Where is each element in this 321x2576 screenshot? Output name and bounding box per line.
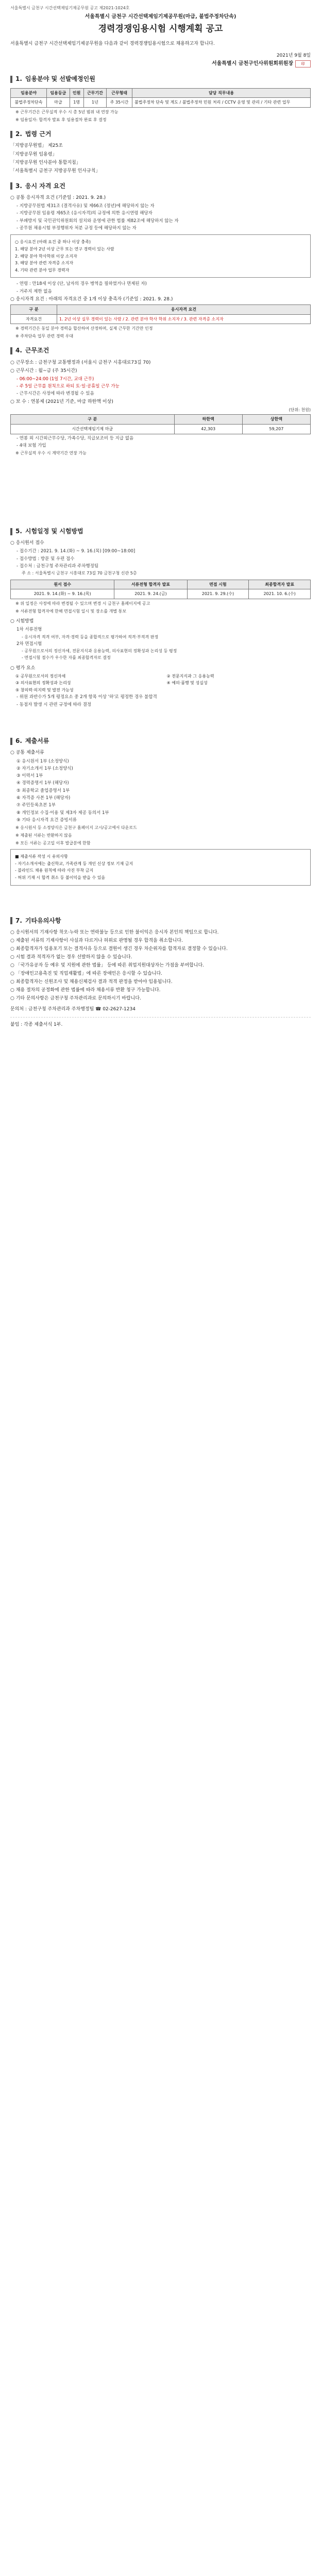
table-header: 최종합격자 발표 xyxy=(249,580,311,589)
doc-item: ④ 경력증명서 1부 (해당자) xyxy=(16,781,69,786)
table-cell: 1년 xyxy=(83,98,106,108)
eligibility-line: - 부패방지 및 국민권익위원회의 설치와 운영에 관한 법률 제82조에 해당하지 않는 자 xyxy=(16,218,179,224)
table-cell: 2021. 9. 14.(화) ~ 9. 16.(목) xyxy=(11,589,114,599)
requirements-box xyxy=(10,234,311,278)
work-item: - 주 5일 근무를 원칙으로 하되 토·일·공휴일 근무 가능 xyxy=(16,384,120,389)
section-6-num: 6. xyxy=(15,737,22,745)
schedule-table xyxy=(10,580,311,599)
doc-item: ② 자기소개서 1부 (소정양식) xyxy=(16,766,73,771)
contact-line: 문의처 : 금천구청 주차관리과 주차행정팀 ☎ 02-2627-1234 xyxy=(10,1007,136,1012)
docs-lead: ○ 공통 제출서류 xyxy=(10,750,44,756)
caution-line: ○ 제출된 서류의 기재사항이 사실과 다르거나 허위로 판명될 경우 합격을 취소합니다. xyxy=(10,938,183,943)
table-header: 임용등급 xyxy=(47,88,70,98)
section-4-num: 4. xyxy=(15,347,22,354)
table-header: 원서 접수 xyxy=(11,580,114,589)
pay-unit: (단위: 천원) xyxy=(289,407,311,412)
method-item: 2차 면접시험 xyxy=(16,641,42,647)
pay-note: - 연봉 외 시간외근무수당, 가족수당, 직급보조비 등 지급 없음 xyxy=(16,435,134,441)
eligibility-line: - 공무원 채용시험 부정행위자 처분 규정 등에 해당하지 않는 자 xyxy=(16,226,137,231)
table-header: 응시자격 요건 xyxy=(57,305,311,315)
org-name: 서울특별시 금천구인사위원회위원장 xyxy=(211,60,293,66)
method-item: - 면접시험 점수가 우수한 자를 최종합격자로 결정 xyxy=(22,655,111,660)
doc-item: ① 응시원서 1부 (소정양식) xyxy=(16,758,69,764)
caution-item: - 허위 기재 시 합격 취소 등 불이익을 받을 수 있음 xyxy=(15,875,106,880)
method-lead: ○ 시험방법 xyxy=(10,619,34,624)
note: ※ 제출된 서류는 반환하지 않음 xyxy=(15,833,72,838)
section-6-header xyxy=(10,737,311,745)
doc-item: ⑦ 주민등록초본 1부 xyxy=(16,803,56,808)
note: ※ 주차단속 업무 관련 경력 우대 xyxy=(15,333,74,338)
table-cell: 불법주정차 단속 및 계도 / 불법주정차 민원 처리 / CCTV 운영 및 관리 / 기타 관련 업무 xyxy=(132,98,311,108)
table-cell: 자격요건 xyxy=(11,314,57,324)
eval-lead: ○ 평가 요소 xyxy=(10,665,36,671)
section-7-header xyxy=(10,917,311,925)
table-header: 임용분야 xyxy=(11,88,47,98)
eligibility-lead: ○ 공통 응시자격 요건 (기준일 : 2021. 9. 28.) xyxy=(10,195,106,201)
eligibility-line: - 지방공무원법 제31조 (결격사유) 및 제66조 (정년)에 해당하지 않는 자 xyxy=(16,204,155,209)
law-item: 「서울특별시 금천구 지방공무원 인사규칙」 xyxy=(10,168,100,174)
eligibility-line: - 지방공무원 임용령 제65조 (응시자격)의 규정에 의한 응시연령 해당자 xyxy=(16,211,153,216)
law-item: 「지방공무원법」 제25조 xyxy=(10,143,63,149)
section-2-title: 법령 근거 xyxy=(25,130,52,138)
section-1-title: 임용분야 및 선발예정인원 xyxy=(25,75,95,83)
requirements-lead: ○ 응시요건 (아래 요건 중 하나 이상 충족) xyxy=(15,240,91,245)
table-cell: 1. 2년 이상 실무 경력이 있는 사람 / 2. 관련 분야 학사 학위 소지자 / 3. 관련 자격증 소지자 xyxy=(57,314,311,324)
table-row xyxy=(11,425,311,434)
top-note: 서울특별시 금천구 시간선택제임기제공무원 공고 제2021-1024호 xyxy=(10,6,130,10)
table-cell: 2021. 9. 29.(수) xyxy=(187,589,249,599)
subtitle: 서울특별시 금천구 시간선택제임기제공무원(마급, 불법주정차단속) xyxy=(85,13,236,20)
section-bar xyxy=(10,738,12,745)
table-row xyxy=(11,589,311,599)
section-bar xyxy=(10,76,12,83)
schedule-item: - 접수방법 : 방문 및 우편 접수 xyxy=(16,556,75,562)
table-header: 담당 직무내용 xyxy=(132,88,311,98)
caution-line: ○ 채용 절차의 공정화에 관한 법률에 따라 채용서류 반환 청구 가능합니다. xyxy=(10,988,161,993)
table-header: 서류전형 합격자 발표 xyxy=(114,580,187,589)
table-header: 근무기간 xyxy=(83,88,106,98)
table-cell: 2021. 10. 6.(수) xyxy=(249,589,311,599)
schedule-item: - 접수처 : 금천구청 주차관리과 주차행정팀 xyxy=(16,563,99,569)
section-3-header xyxy=(10,182,311,191)
schedule-item: - 접수기간 : 2021. 9. 14.(화) ~ 9. 16.(목) [09:00~18:00] xyxy=(16,549,136,554)
page-title: 경력경쟁임용시험 시행계획 공고 xyxy=(98,24,223,35)
section-2-num: 2. xyxy=(15,130,22,138)
table-cell: 1명 xyxy=(70,98,83,108)
caution-box xyxy=(10,849,311,885)
table-header: 구 분 xyxy=(11,305,57,315)
recruitment-table xyxy=(10,88,311,108)
section-bar xyxy=(10,347,12,354)
eval-item: ④ 예의·품행 및 성실성 xyxy=(166,681,208,686)
table-header: 근무형태 xyxy=(107,88,132,98)
work-item: - 06:00~24:00 (1일 7시간, 교대 근무) xyxy=(16,376,94,382)
caution-line: ○ 「장애인고용촉진 및 직업재활법」에 따른 장애인은 응시할 수 있습니다. xyxy=(10,971,163,977)
caution-title: ■ 제출서류 작성 시 유의사항 xyxy=(15,854,68,859)
table-cell: 시간선택제임기제 마급 xyxy=(11,425,175,434)
requirement-item: 2. 해당 분야 학사학위 이상 소지자 xyxy=(15,253,77,259)
announcement-date: 2021년 9월 8일 xyxy=(276,53,311,58)
note: ※ 근무기간은 근무실적 우수 시 총 5년 범위 내 연장 가능 xyxy=(15,109,119,114)
requirement-item: 4. 기타 관련 분야 업무 경력자 xyxy=(15,267,70,273)
table-cell: 2021. 9. 24.(금) xyxy=(114,589,187,599)
note: ※ 임용일자: 합격자 발표 후 임용절차 완료 후 결정 xyxy=(15,117,107,122)
section-5-header xyxy=(10,527,311,536)
doc-item: ③ 이력서 1부 xyxy=(16,773,43,779)
table-cell: 42,303 xyxy=(174,425,242,434)
footer-text: 붙임 : 각종 제출서식 1부. xyxy=(10,1022,63,1028)
experience-table xyxy=(10,304,311,324)
caution-line: ○ 최종합격자가 임용포기 또는 결격사유 등으로 결원이 생긴 경우 차순위자를 합격자로 결정할 수 있습니다. xyxy=(10,946,228,952)
note: ※ 모든 서류는 공고일 이후 발급분에 한함 xyxy=(15,840,91,845)
section-bar xyxy=(10,917,12,924)
caution-line: ○ 「국가유공자 등 예우 및 지원에 관한 법률」 등에 따른 취업지원대상자는 가점을 부여합니다. xyxy=(10,963,205,969)
pay-lead: ○ 보 수 : 연봉제 (2021년 기준, 마급 하한액 이상) xyxy=(10,399,113,404)
doc-item: ⑤ 최종학교 졸업증명서 1부 xyxy=(16,788,70,793)
extra-line: - 연령 : 만18세 이상 (단, 남자의 경우 병역을 필하였거나 면제된 자) xyxy=(16,281,147,287)
eval-item: ③ 의사표현의 정확성과 논리성 xyxy=(15,681,71,686)
section-7-title: 기타유의사항 xyxy=(25,917,61,924)
official-seal-icon: 印 xyxy=(295,60,311,67)
table-header: 인원 xyxy=(70,88,83,98)
law-item: 「지방공무원 임용령」 xyxy=(10,151,57,157)
table-header: 면접 시험 xyxy=(187,580,249,589)
doc-item: ⑧ 개인정보 수집·이용 및 제3자 제공 동의서 1부 xyxy=(16,810,109,816)
caution-line: ○ 기타 문의사항은 금천구청 주차관리과로 문의하시기 바랍니다. xyxy=(10,996,141,1002)
note: ※ 서류전형 합격자에 한해 면접시험 일시 및 장소를 개별 통보 xyxy=(15,608,127,614)
section-4-title: 근무조건 xyxy=(25,347,49,354)
method-item: - 공무원으로서의 정신자세, 전문지식과 응용능력, 의사표현의 정확성과 논리성 등 평정 xyxy=(22,649,177,654)
work-item: ○ 근무장소 : 금천구청 교통행정과 (서울시 금천구 시흥대로73길 70) xyxy=(10,360,151,365)
caution-line: ○ 응시원서의 기재사항 착오·누락 또는 연락불능 등으로 인한 불이익은 응시자 본인의 책임으로 합니다. xyxy=(10,929,219,935)
intro-text: 서울특별시 금천구 시간선택제임기제공무원을 다음과 같이 경력경쟁임용시험으로 채용하고자 합니다. xyxy=(10,41,215,46)
section-1-header xyxy=(10,75,311,83)
table-row xyxy=(11,98,311,108)
experience-lead: ○ 응시자격 요건 : 아래의 자격요건 중 1개 이상 충족자 (기준일 : 2021. 9. 28.) xyxy=(10,296,173,302)
table-header: 하한액 xyxy=(174,415,242,425)
section-3-num: 3. xyxy=(15,182,22,190)
section-3-title: 응시 자격 요건 xyxy=(25,182,65,190)
section-bar xyxy=(10,131,12,138)
table-cell: 주 35시간 xyxy=(107,98,132,108)
section-5-num: 5. xyxy=(15,527,22,535)
announcement-org xyxy=(10,60,311,68)
caution-line: ○ 시험 결과 적격자가 없는 경우 선발하지 않을 수 있습니다. xyxy=(10,955,132,960)
eval-note: - 위원 과반수가 5개 평정요소 중 2개 항목 이상 '하'로 평정한 경우 불합격 xyxy=(16,694,157,700)
table-row xyxy=(11,314,311,324)
work-item: - 근무시간은 사정에 따라 변경될 수 있음 xyxy=(16,391,94,397)
method-item: - 응시자격 적격 여부, 자격·경력 등을 종합적으로 평가하여 적격·부적격 판정 xyxy=(22,634,159,639)
table-cell: 마급 xyxy=(47,98,70,108)
note: ※ 경력기간은 동일 분야 경력을 합산하여 산정하며, 실제 근무한 기간만 인정 xyxy=(15,326,153,331)
section-4-header xyxy=(10,346,311,355)
section-2-header xyxy=(10,130,311,139)
section-bar xyxy=(10,528,12,535)
table-header: 구 분 xyxy=(11,415,175,425)
work-item: ○ 근무시간 : 월~금 (주 35시간) xyxy=(10,368,77,374)
extra-line: - 거주지 제한 없음 xyxy=(16,289,52,294)
table-cell: 불법주정차단속 xyxy=(11,98,47,108)
section-bar xyxy=(10,182,12,190)
eval-list xyxy=(15,673,311,693)
eval-note: - 동점자 발생 시 관련 규정에 따라 결정 xyxy=(16,702,92,707)
schedule-item: 주 소 : 서울특별시 금천구 시흥대로 73길 70 금천구청 신관 5층 xyxy=(22,571,137,576)
section-6-title: 제출서류 xyxy=(25,737,49,745)
section-5-title: 시험일정 및 시험방법 xyxy=(25,527,83,535)
caution-item: - 자기소개서에는 출신학교, 가족관계 등 개인 신상 정보 기재 금지 xyxy=(15,861,133,866)
table-header: 상한액 xyxy=(242,415,310,425)
note: ※ 응시원서 등 소정양식은 금천구 홈페이지 고시/공고에서 다운로드 xyxy=(15,825,137,831)
table-cell: 59,207 xyxy=(242,425,310,434)
pay-table xyxy=(10,414,311,434)
doc-item: ⑨ 기타 응시자격 요건 증빙서류 xyxy=(16,818,77,823)
caution-line: ○ 최종합격자는 신원조사 및 채용신체검사 결과 적격 판정을 받아야 임용됩니다. xyxy=(10,979,173,985)
method-item: 1차 서류전형 xyxy=(16,627,42,633)
pay-note: ※ 근무실적 우수 시 계약기간 연장 가능 xyxy=(15,451,87,456)
law-item: 「지방공무원 인사분야 통합지침」 xyxy=(10,160,81,165)
eval-item: ⑤ 창의력·의지력 및 발전 가능성 xyxy=(15,687,74,692)
requirement-item: 1. 해당 분야 2년 이상 근무 또는 연구 경력이 있는 사람 xyxy=(15,246,114,251)
schedule-lead: ○ 응시원서 접수 xyxy=(10,540,44,546)
note: ※ 위 일정은 사정에 따라 변경될 수 있으며 변경 시 금천구 홈페이지에 공고 xyxy=(15,601,150,606)
doc-item: ⑥ 자격증 사본 1부 (해당자) xyxy=(16,795,71,801)
pay-note: - 4대 보험 가입 xyxy=(16,443,46,448)
eval-item: ② 전문지식과 그 응용능력 xyxy=(166,673,214,679)
section-1-num: 1. xyxy=(15,75,22,83)
section-7-num: 7. xyxy=(15,917,22,924)
caution-item: - 블라인드 채용 원칙에 따라 사진 부착 금지 xyxy=(15,868,94,873)
requirement-item: 3. 해당 분야 관련 자격증 소지자 xyxy=(15,261,74,266)
eval-item: ① 공무원으로서의 정신자세 xyxy=(15,673,66,679)
